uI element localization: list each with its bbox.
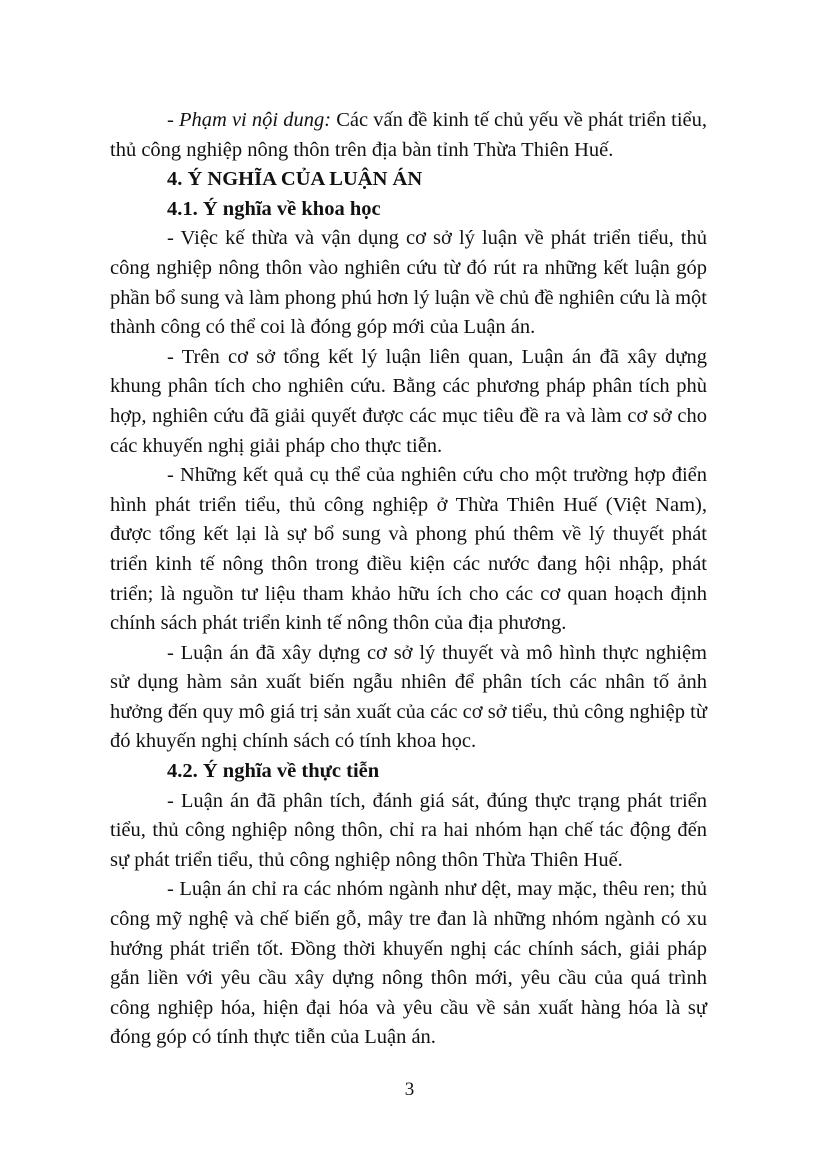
paragraph: - Luận án đã xây dựng cơ sở lý thuyết và mô hình thực nghiệm sử dụng hàm sản xuất biến ngẫu nhiên để phân tích các nhân tố ảnh hưởng đến quy mô giá trị sản xuất của các cơ sở tiểu, thủ công nghiệp từ đó khuyến nghị chính sách có tính khoa học.	[110, 641, 707, 753]
section-4-2-title: 4.2. Ý nghĩa về thực tiễn	[167, 760, 380, 783]
paragraph: - Luận án chỉ ra các nhóm ngành như dệt, may mặc, thêu ren; thủ công mỹ nghệ và chế biến gỗ, mây tre đan là những nhóm ngành có xu hướng phát triển tốt. Đồng thời khuyến nghị các chính sách, giải pháp gắn liền với yêu cầu xây dựng nông thôn mới, yêu cầu của quá trình công nghiệp hóa, hiện đại hóa và yêu cầu về sản xuất hàng hóa là sự đóng góp có tính thực tiễn của Luận án.	[110, 878, 707, 1049]
section-4-1-title: 4.1. Ý nghĩa về khoa học	[167, 197, 381, 220]
page-number: 3	[404, 1079, 415, 1100]
scope-text: Các vấn đề kinh tế chủ yếu về phát triển tiểu, thủ công nghiệp nông thôn trên địa bàn tỉnh Thừa Thiên Huế.	[110, 109, 707, 161]
paragraph: - Việc kế thừa và vận dụng cơ sở lý luận về phát triển tiểu, thủ công nghiệp nông thôn vào nghiên cứu từ đó rút ra những kết luận góp phần bổ sung và làm phong phú hơn lý luận về chủ đề nghiên cứu là một thành công có thể coi là đóng góp mới của Luận án.	[110, 227, 707, 339]
scope-label: - Phạm vi nội dung:	[167, 109, 332, 131]
paragraph: - Những kết quả cụ thể của nghiên cứu cho một trường hợp điển hình phát triển tiểu, thủ công nghiệp ở Thừa Thiên Huế (Việt Nam), được tổng kết lại là sự bổ sung và phong phú thêm về lý thuyết phát triển kinh tế nông thôn trong điều kiện các nước đang hội nhập, phát triển; là nguồn tư liệu tham khảo hữu ích cho các cơ quan hoạch định chính sách phát triển kinh tế nông thôn của địa phương.	[110, 464, 707, 635]
section-4-title: 4. Ý NGHĨA CỦA LUẬN ÁN	[167, 168, 423, 191]
document-page	[110, 106, 707, 1053]
paragraph: - Trên cơ sở tổng kết lý luận liên quan, Luận án đã xây dựng khung phân tích cho nghiên cứu. Bằng các phương pháp phân tích phù hợp, nghiên cứu đã giải quyết được các mục tiêu đề ra và làm cơ sở cho các khuyến nghị giải pháp cho thực tiễn.	[110, 345, 707, 457]
paragraph: - Luận án đã phân tích, đánh giá sát, đúng thực trạng phát triển tiểu, thủ công nghiệp nông thôn, chỉ ra hai nhóm hạn chế tác động đến sự phát triển tiểu, thủ công nghiệp nông thôn Thừa Thiên Huế.	[110, 789, 707, 871]
scope-paragraph	[110, 106, 707, 165]
